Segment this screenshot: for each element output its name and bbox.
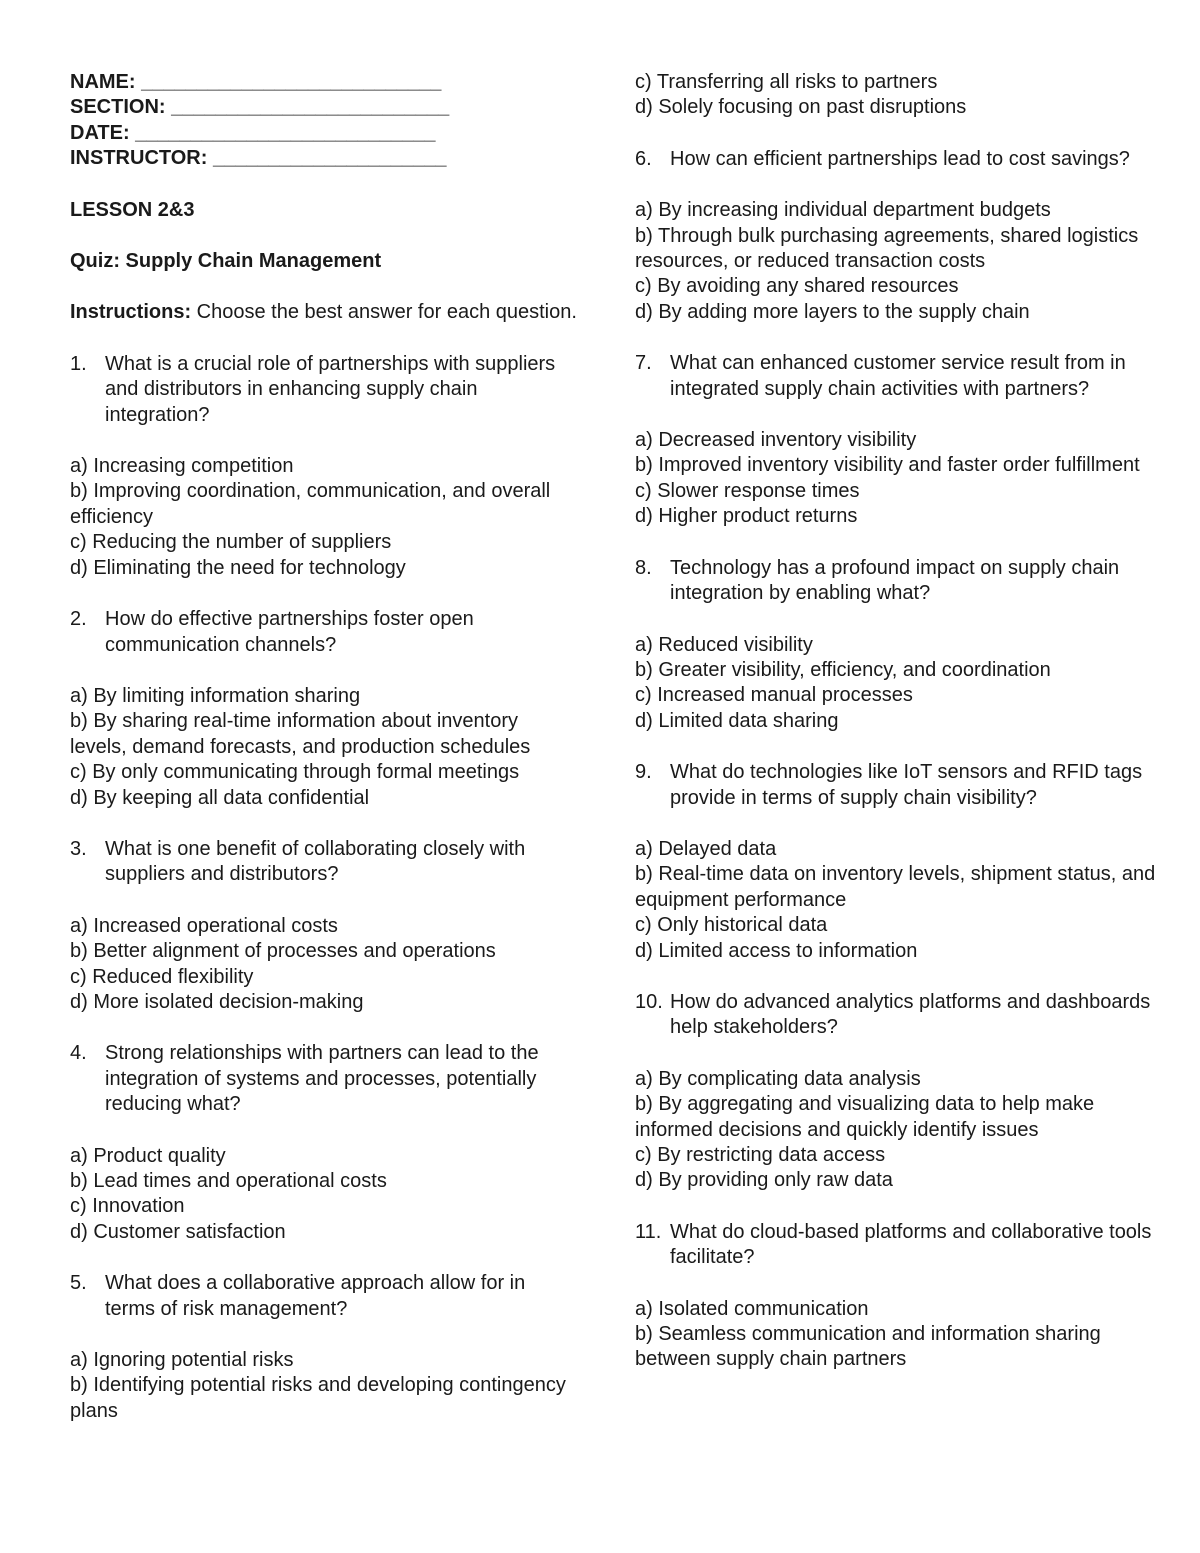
answer-option: a) Product quality [70,1144,226,1167]
question-5 [635,70,1175,121]
question-stem [70,1271,580,1322]
left-question-list [70,352,580,1424]
question-stem [635,556,1175,607]
answer-option: b) By sharing real-time information about inventory levels, demand forecasts, and production schedules [70,710,531,758]
question-number: 2. [70,608,87,631]
answer-option: b) Better alignment of processes and operations [70,940,496,963]
continued-options [635,70,1175,121]
answer-option: b) By aggregating and visualizing data to help make informed decisions and quickly identify issues [635,1093,1095,1141]
answer-option: c) By restricting data access [635,1144,886,1166]
answer-option: b) Through bulk purchasing agreements, shared logistics resources, or reduced transaction costs [635,224,1139,273]
question-stem [70,1041,580,1117]
answer-option: a) By increasing individual department budgets [635,199,1051,222]
question-5 [70,1271,580,1424]
answer-option: d) Solely focusing on past disruptions [635,96,967,119]
answer-option: b) Improving coordination, communication, and overall efficiency [70,480,551,528]
answer-option: d) Eliminating the need for technology [70,556,406,579]
answer-option: a) Reduced visibility [635,633,813,656]
answer-option: a) Ignoring potential risks [70,1349,294,1372]
question-stem [70,837,580,888]
question-text: What is one benefit of collaborating closely with suppliers and distributors? [105,837,526,886]
question-text: How do effective partnerships foster open communication channels? [105,608,474,656]
question-number: 11. [635,1220,662,1243]
question-stem [635,760,1175,811]
answer-option: a) Delayed data [635,837,777,860]
answer-option: b) Identifying potential risks and developing contingency plans [70,1374,566,1422]
question-number: 1. [70,352,87,375]
answer-option: a) Decreased inventory visibility [635,429,917,452]
instructions [70,300,580,325]
answer-option: b) Seamless communication and information sharing between supply chain partners [635,1323,1101,1371]
question-number: 5. [70,1272,87,1295]
question-stem [635,990,1175,1041]
question-7 [635,351,1175,529]
answer-option: c) Reduced flexibility [70,965,254,988]
question-text: Technology has a profound impact on supply chain integration by enabling what? [670,556,1120,605]
answer-option: c) Transferring all risks to partners [635,71,938,93]
answer-option: d) By adding more layers to the supply chain [635,300,1030,323]
question-6 [635,147,1175,325]
question-8 [635,556,1175,734]
question-9 [635,760,1175,964]
question-4 [70,1041,580,1245]
instructions-label: Instructions: [70,301,192,324]
question-stem [635,147,1175,172]
answer-option: c) Innovation [70,1195,185,1218]
quiz-title: Quiz: Supply Chain Management [70,250,382,273]
lesson-heading: LESSON 2&3 [70,198,195,221]
question-number: 9. [635,761,652,784]
question-text: How can efficient partnerships lead to cost savings? [670,147,1130,170]
answer-option: b) Lead times and operational costs [70,1170,387,1192]
instructor-field-line: INSTRUCTOR: _____________________ [70,147,447,170]
question-stem [635,1220,1175,1271]
answer-option: d) By providing only raw data [635,1169,893,1192]
instructions-text: Choose the best answer for each question. [191,301,577,324]
answer-option: a) Increased operational costs [70,914,338,937]
left-column [70,70,580,1424]
answer-option: c) By avoiding any shared resources [635,275,959,298]
answer-option: c) Increased manual processes [635,684,913,707]
answer-option: b) Improved inventory visibility and faster order fulfillment [635,454,1140,477]
question-number: 6. [635,147,652,170]
answer-option: a) Increasing competition [70,455,294,478]
answer-option: a) By limiting information sharing [70,684,361,707]
name-field-line: NAME: ___________________________ [70,71,442,93]
answer-option: b) Greater visibility, efficiency, and coordination [635,658,1051,681]
answer-option: d) By keeping all data confidential [70,786,370,809]
answer-option: d) Limited access to information [635,939,918,962]
question-text: How do advanced analytics platforms and dashboards help stakeholders? [670,990,1151,1039]
answer-option: a) By complicating data analysis [635,1067,921,1090]
question-number: 7. [635,352,652,375]
question-number: 10. [635,990,663,1013]
question-text: What do cloud-based platforms and collaborative tools facilitate? [670,1220,1152,1269]
answer-option: d) Limited data sharing [635,709,839,732]
answer-option: c) Slower response times [635,479,860,502]
question-11 [635,1220,1175,1373]
question-text: What does a collaborative approach allow for in terms of risk management? [105,1272,526,1320]
question-text: What do technologies like IoT sensors and RFID tags provide in terms of supply chain visibility? [670,761,1143,809]
question-number: 8. [635,556,652,579]
question-stem [70,352,580,428]
question-number: 3. [70,837,87,860]
question-text: What is a crucial role of partnerships with suppliers and distributors in enhancing supply chain integration? [105,352,556,426]
answer-option: c) Only historical data [635,914,828,937]
answer-option: d) More isolated decision-making [70,990,364,1013]
question-stem [635,351,1175,402]
answer-option: b) Real-time data on inventory levels, shipment status, and equipment performance [635,863,1156,911]
answer-option: c) By only communicating through formal meetings [70,761,520,784]
question-number: 4. [70,1042,87,1065]
question-1 [70,352,580,581]
answer-option: d) Higher product returns [635,505,858,528]
question-stem [70,607,580,658]
section-field-line: SECTION: _________________________ [70,96,450,119]
answer-option: c) Reducing the number of suppliers [70,531,392,554]
date-field-line: DATE: ___________________________ [70,121,436,144]
answer-option: a) Isolated communication [635,1297,869,1320]
right-column [635,70,1175,1373]
question-10 [635,990,1175,1194]
right-question-list [635,147,1175,1373]
question-3 [70,837,580,1015]
answer-option: d) Customer satisfaction [70,1220,286,1243]
question-text: Strong relationships with partners can lead to the integration of systems and processes, potentially reducing what? [105,1042,539,1116]
question-text: What can enhanced customer service result from in integrated supply chain activities with partners? [670,352,1126,400]
question-2 [70,607,580,811]
